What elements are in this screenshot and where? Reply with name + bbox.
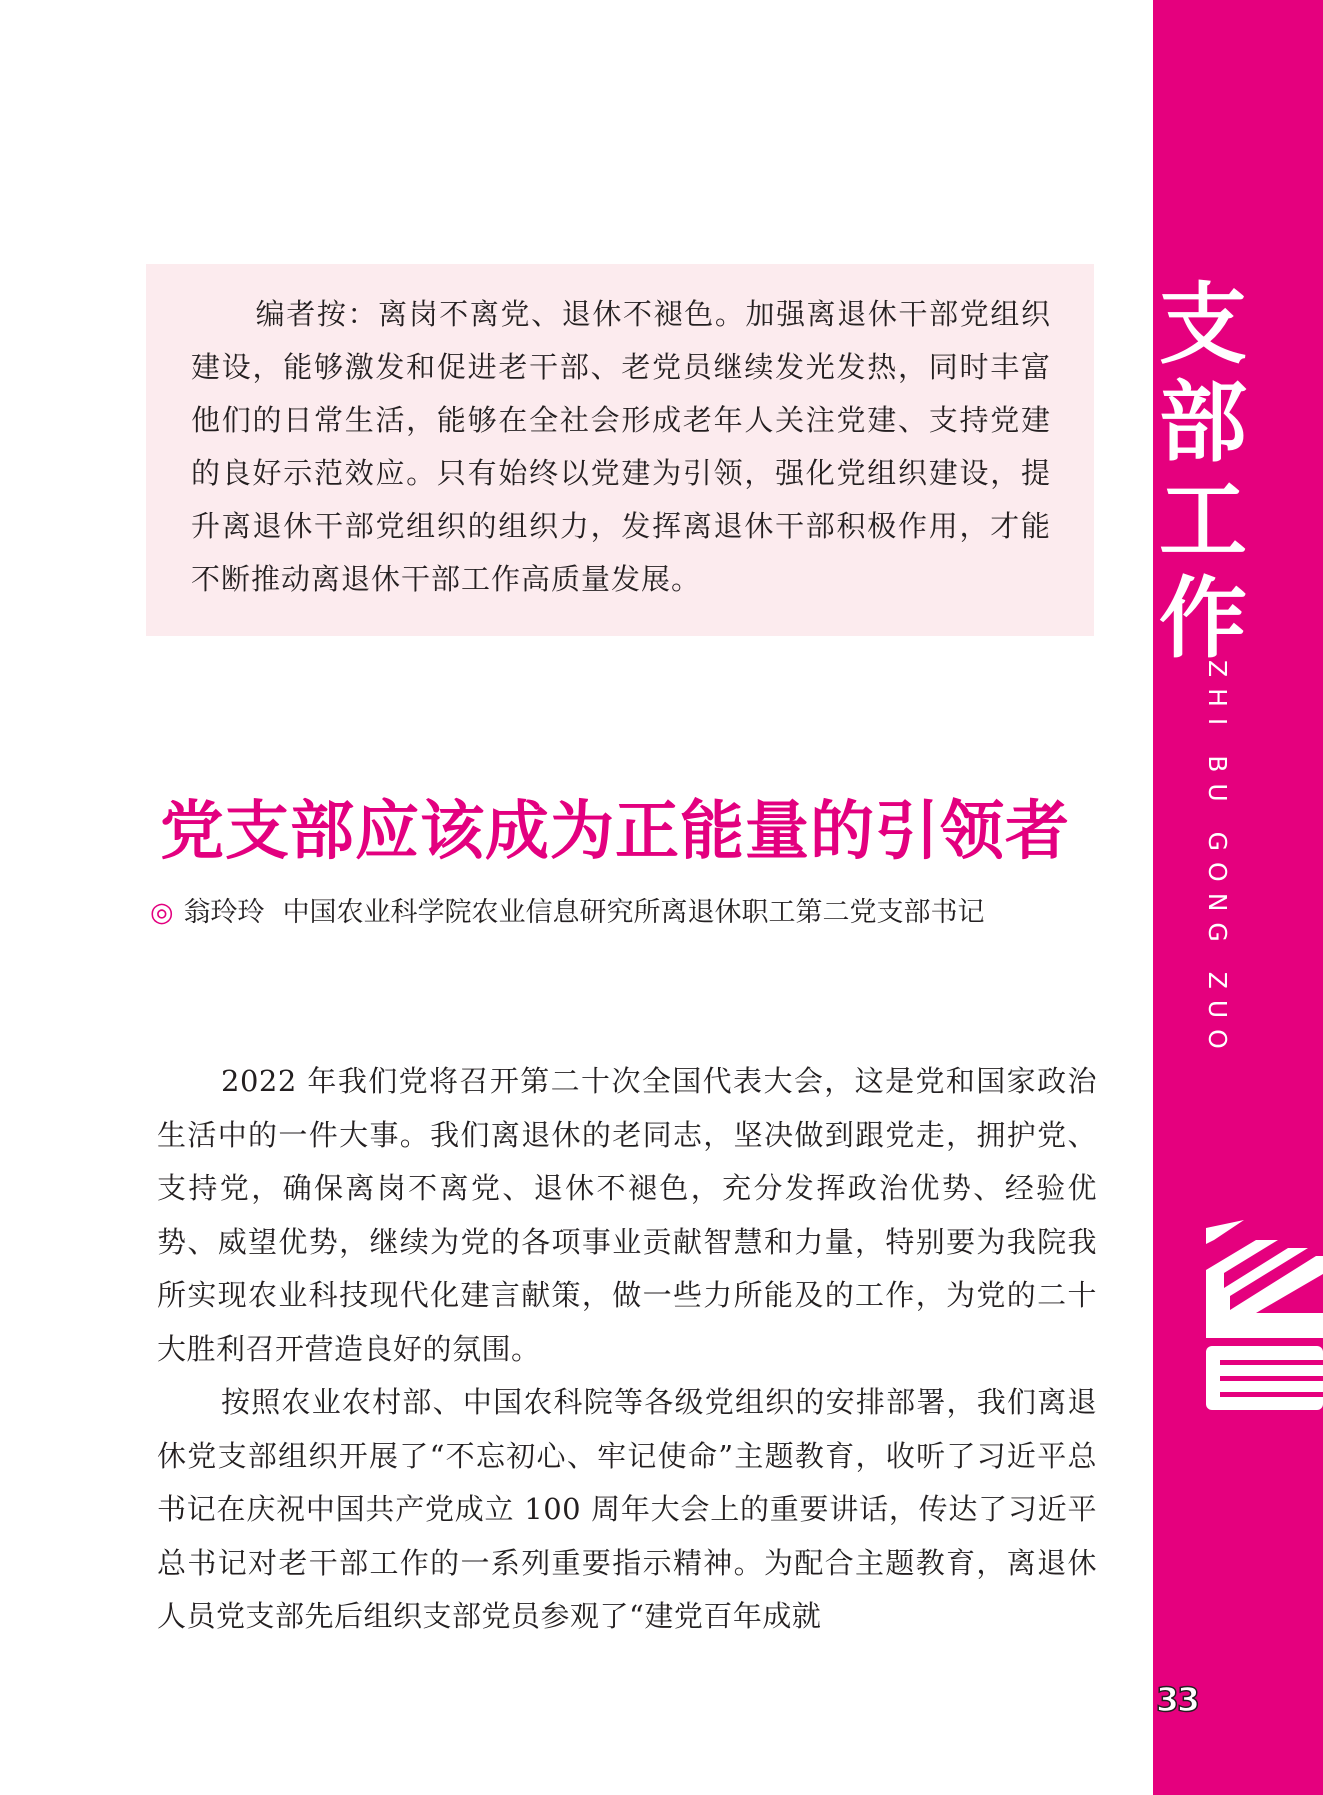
section-title-char: 作 — [1158, 566, 1247, 670]
article-title: 党支部应该成为正能量的引领者 — [160, 795, 1070, 869]
section-title-char: 支 — [1158, 272, 1247, 376]
section-sidebar — [1153, 0, 1323, 1795]
author-affiliation: 中国农业科学院农业信息研究所离退休职工第二党支部书记 — [282, 897, 985, 928]
author-name: 翁玲玲 — [183, 897, 265, 928]
byline — [150, 890, 1110, 929]
section-title — [1153, 272, 1253, 670]
section-title-char: 部 — [1158, 370, 1247, 474]
body-paragraph-2: 按照农业农村部、中国农科院等各级党组织的安排部署，我们离退休党支部组织开展了“不忘初心、牢记使命”主题教育，收听了习近平总书记在庆祝中国共产党成立 100 周年大会上的重要讲话，传达了习近平总书记对老干部工作的一系列重要指示精神。为配合主题教育，离退休人员党支部先后组织支部党员参观了“建党百年成就 — [157, 1385, 1097, 1633]
section-title-char: 工 — [1158, 468, 1247, 572]
body-paragraph-1: 2022 年我们党将召开第二十次全国代表大会，这是党和国家政治生活中的一件大事。我们离退休的老同志，坚决做到跟党走，拥护党、支持党，确保离岗不离党、退休不褪色，充分发挥政治优势、经验优势、威望优势，继续为党的各项事业贡献智慧和力量，特别要为我院我所实现农业科技现代化建言献策，做一些力所能及的工作，为党的二十大胜利召开营造良好的氛围。 — [157, 1064, 1097, 1366]
page-number: 33 — [1156, 1680, 1198, 1719]
byline-mark-icon: ◎ — [150, 897, 174, 928]
clapperboard-icon — [1198, 1218, 1323, 1413]
section-pinyin: ZHI BU GONG ZUO — [1203, 660, 1232, 1060]
editor-note-text: 编者按：离岗不离党、退休不褪色。加强离退休干部党组织建设，能够激发和促进老干部、老党员继续发光发热，同时丰富他们的日常生活，能够在全社会形成老年人关注党建、支持党建的良好示范效应。只有始终以党建为引领，强化党组织建设，提升离退休干部党组织的组织力，发挥离退休干部积极作用，才能不断推动离退休干部工作高质量发展。 — [191, 297, 1051, 596]
editor-note — [191, 288, 1051, 606]
